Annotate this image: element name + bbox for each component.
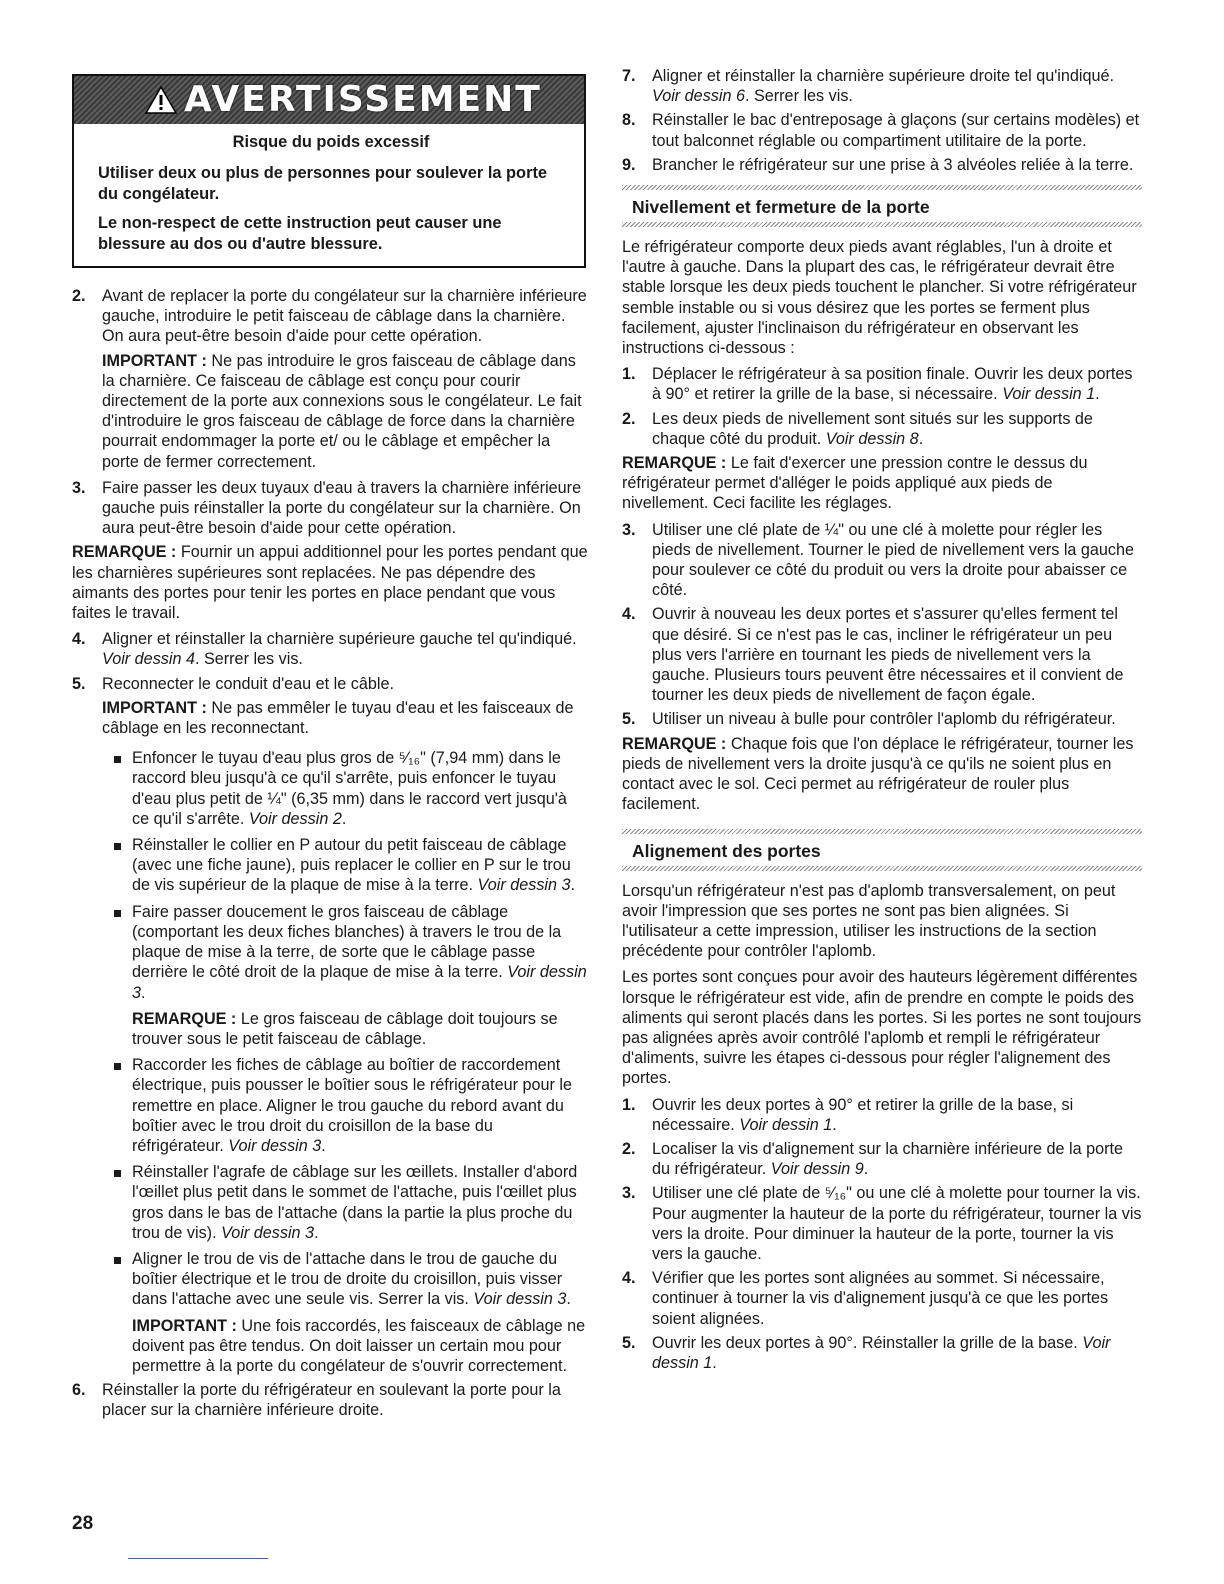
left-column (72, 286, 588, 1425)
bullet-square-icon (114, 756, 121, 763)
important-note-2: IMPORTANT : Ne pas emmêler le tuyau d'eau et les faisceaux de câblage en les reconnectant. (102, 698, 574, 738)
figure-ref: Voir dessin 3 (473, 1290, 567, 1309)
warning-body (98, 132, 564, 263)
figure-ref: Voir dessin 3 (228, 1136, 322, 1155)
warning-banner (74, 76, 584, 124)
section-alignment (622, 829, 1142, 871)
remarque-note: REMARQUE : Chaque fois que l'on déplace le réfrigérateur, tourner les pieds de nivellement vers la droite jusqu'à ce qu'ils ne soient plus en contact avec le sol. Ceci permet au réfrigérateur de rouler plus facilement. (622, 734, 1134, 814)
step-2: 2. Avant de replacer la porte du congélateur sur la charnière inférieure gauche, introduire le petit faisceau de câblage dans la charnière. On aura peut-être besoin d'aide pour cette opération. (72, 287, 587, 346)
figure-ref: Voir dessin 3 (477, 876, 571, 895)
warning-box (72, 74, 586, 268)
list-item: 2. Localiser la vis d'alignement sur la charnière inférieure de la porte du réfrigérateur. Voir dessin 9. (622, 1139, 1123, 1179)
list-item: 5. Ouvrir les deux portes à 90°. Réinstaller la grille de la base. Voir dessin 1. (622, 1333, 1111, 1372)
figure-ref: Voir dessin 1 (1002, 385, 1096, 404)
section-divider (622, 866, 1142, 871)
bullet-item: Faire passer doucement le gros faisceau de câblage (comportant les deux fiches blanches) à travers le trou de la plaque de mise à la terre, de sorte que le câblage passe derrière le côté droit de la plaque de mise à la terre. Voir dessin 3. (102, 902, 588, 1003)
important-note-3: IMPORTANT : Une fois raccordés, les faisceaux de câblage ne doivent pas être tendus. On doit laisser un certain mou pour permettre à la porte du congélateur de s'ouvrir correctement. (132, 1316, 586, 1375)
step-7: 7. Aligner et réinstaller la charnière supérieure droite tel qu'indiqué. Voir dessin 6. Serrer les vis. (622, 67, 1114, 106)
paragraph: Le réfrigérateur comporte deux pieds avant réglables, l'un à droite et l'autre à gauche. Dans la plupart des cas, le réfrigérateur devrait être stable lorsque les deux pieds touchent le plancher. Si votre réfrigérateur semble instable ou si vous désirez que les portes se ferment plus facilement, ajuster l'inclinaison du réfrigérateur en observant les instructions ci-dessous : (622, 238, 1137, 358)
section-title: Alignement des portes (632, 840, 821, 861)
bullet-square-icon (114, 910, 121, 917)
warning-heading-text: AVERTISSEMENT (184, 78, 542, 120)
figure-ref: Voir dessin 4 (102, 650, 195, 669)
bullet-item: Raccorder les fiches de câblage au boîtier de raccordement électrique, puis pousser le boîtier sous le réfrigérateur pour le remettre en place. Aligner le trou gauche du rebord avant du boîtier avec le trou droit du croisillon de la base du réfrigérateur. Voir dessin 3. (102, 1055, 588, 1156)
step-5: 5. Reconnecter le conduit d'eau et le câble. (72, 674, 394, 693)
figure-ref: Voir dessin 8 (825, 429, 919, 448)
bullet-item: Réinstaller l'agrafe de câblage sur les œillets. Installer d'abord l'œillet plus petit dans le sommet de l'attache, puis l'œillet plus gros dans le bas de l'attache (dans la partie la plus proche du trou de vis). Voir dessin 3. (102, 1162, 588, 1243)
bullet-square-icon (114, 1257, 121, 1264)
list-item: 4. Ouvrir à nouveau les deux portes et s'assurer qu'elles ferment tel que désiré. Si ce n'est pas le cas, incliner le réfrigérateur un peu plus vers l'arrière en tournant les pieds de nivellement vers la gauche. Plusieurs tours peuvent être nécessaires et il convient de tourner les deux pieds de nivellement de façon égale. (622, 605, 1124, 705)
warning-risk: Risque du poids excessif (232, 133, 430, 151)
section-divider (622, 829, 1142, 834)
section-divider (622, 185, 1142, 190)
list-item: 4. Vérifier que les portes sont alignées au sommet. Si nécessaire, continuer à tourner la vis d'alignement jusqu'à ce que les portes soient alignées. (622, 1269, 1109, 1328)
bullet-square-icon (114, 1063, 121, 1070)
section-divider (622, 222, 1142, 227)
warning-triangle-icon (144, 85, 178, 115)
warning-heading (144, 78, 542, 122)
warning-line-2: Le non-respect de cette instruction peut causer une blessure au dos ou d'autre blessure. (98, 214, 502, 253)
list-item: 5. Utiliser un niveau à bulle pour contrôler l'aplomb du réfrigérateur. (622, 710, 1116, 729)
right-column (622, 66, 1142, 1377)
remarque-note: REMARQUE : Le fait d'exercer une pression contre le dessus du réfrigérateur permet d'alléger le poids appliqué aux pieds de nivellement. Ceci facilite les réglages. (622, 454, 1088, 513)
figure-ref: Voir dessin 2 (248, 809, 342, 828)
figure-ref: Voir dessin 6 (652, 87, 745, 106)
remarque-note-1: REMARQUE : Fournir un appui additionnel pour les portes pendant que les charnières supérieures sont replacées. Ne pas dépendre des aimants des portes pour tenir les portes en place pendant que vous faites le travail. (72, 543, 588, 623)
step-9: 9. Brancher le réfrigérateur sur une prise à 3 alvéoles reliée à la terre. (622, 155, 1134, 174)
figure-ref: Voir dessin 1 (739, 1115, 833, 1134)
bullet-square-icon (114, 843, 121, 850)
figure-ref: Voir dessin 9 (770, 1160, 864, 1179)
step-8: 8. Réinstaller le bac d'entreposage à glaçons (sur certains modèles) et tout balconnet réglable ou compartiment utilitaire de la porte. (622, 111, 1140, 150)
paragraph: Lorsqu'un réfrigérateur n'est pas d'aplomb transversalement, on peut avoir l'impression que ses portes ne sont pas bien alignées. Si l'utilisateur a cette impression, utiliser les instructions de la section précédente pour contrôler l'aplomb. (622, 881, 1116, 961)
page-number: 28 (72, 1513, 94, 1534)
warning-line-1: Utiliser deux ou plus de personnes pour soulever la porte du congélateur. (98, 164, 548, 203)
section-title: Nivellement et fermeture de la porte (632, 197, 930, 218)
bullet-item: Aligner le trou de vis de l'attache dans le trou de gauche du boîtier électrique et le trou de droite du croisillon, puis visser dans l'attache avec une seule vis. Serrer la vis. Voir dessin 3. (102, 1249, 588, 1310)
paragraph: Les portes sont conçues pour avoir des hauteurs légèrement différentes lorsque le réfrigérateur est vide, afin de prendre en compte le poids des aliments qui seront placés dans les portes. Si les portes ne sont toujours pas alignées après avoir contrôlé l'aplomb et rempli le réfrigérateur d'aliments, suivre les étapes ci-dessous pour régler l'alignement des portes. (622, 968, 1142, 1088)
list-item: 2. Les deux pieds de nivellement sont situés sur les supports de chaque côté du produit. Voir dessin 8. (622, 409, 1093, 448)
figure-ref: Voir dessin 1 (652, 1333, 1111, 1372)
important-note-1: IMPORTANT : Ne pas introduire le gros faisceau de câblage dans la charnière. Ce faisceau de câblage est conçu pour courir directement de la porte aux connexions sous le congélateur. Le fait d'introduire le gros faisceau de câblage de force dans la charnière pourrait endommager la porte et/ ou le câblage et empêcher la porte de fermer correctement. (102, 351, 582, 471)
step-3: 3. Faire passer les deux tuyaux d'eau à travers la charnière inférieure gauche puis réinstaller la porte du congélateur sur la charnière. On aura peut-être besoin d'aide pour cette opération. (72, 478, 582, 538)
list-item: 3. Utiliser une clé plate de ¼" ou une clé à molette pour régler les pieds de nivellement. Tourner le pied de nivellement vers la gauche pour soulever ce côté du produit ou vers la droite pour abaisser ce côté. (622, 520, 1135, 600)
figure-ref: Voir dessin 3 (132, 963, 587, 1002)
remarque-note-2: REMARQUE : Le gros faisceau de câblage doit toujours se trouver sous le petit faisceau de câblage. (132, 1009, 558, 1048)
bullet-item: Enfoncer le tuyau d'eau plus gros de ⁵⁄₁₆" (7,94 mm) dans le raccord bleu jusqu'à ce qu'il s'arrête, puis enfoncer le tuyau d'eau plus petit de ¼" (6,35 mm) dans le raccord vert jusqu'à ce qu'il s'arrête. Voir dessin 2. (102, 748, 588, 829)
footer-rule (128, 1558, 268, 1559)
list-item: 3. Utiliser une clé plate de ⁵⁄₁₆" ou une clé à molette pour tourner la vis. Pour augmenter la hauteur de la porte du réfrigérateur, tourner la vis vers la droite. Pour diminuer la hauteur de la porte, tourner la vis vers la gauche. (622, 1184, 1142, 1263)
section-leveling (622, 185, 1142, 227)
bullet-square-icon (114, 1170, 121, 1177)
bullet-item: Réinstaller le collier en P autour du petit faisceau de câblage (avec une fiche jaune), puis replacer le collier en P sur le trou de vis supérieur de la plaque de mise à la terre. Voir dessin 3. (102, 835, 588, 896)
figure-ref: Voir dessin 3 (221, 1223, 315, 1242)
step-4: 4. Aligner et réinstaller la charnière supérieure gauche tel qu'indiqué. Voir dessin 4. Serrer les vis. (72, 630, 577, 669)
list-item: 1. Ouvrir les deux portes à 90° et retirer la grille de la base, si nécessaire. Voir dessin 1. (622, 1095, 1074, 1134)
list-item: 1. Déplacer le réfrigérateur à sa position finale. Ouvrir les deux portes à 90° et retirer la grille de la base, si nécessaire. Voir dessin 1. (622, 365, 1133, 404)
step-6: 6. Réinstaller la porte du réfrigérateur en soulevant la porte pour la placer sur la charnière inférieure droite. (72, 1381, 561, 1420)
